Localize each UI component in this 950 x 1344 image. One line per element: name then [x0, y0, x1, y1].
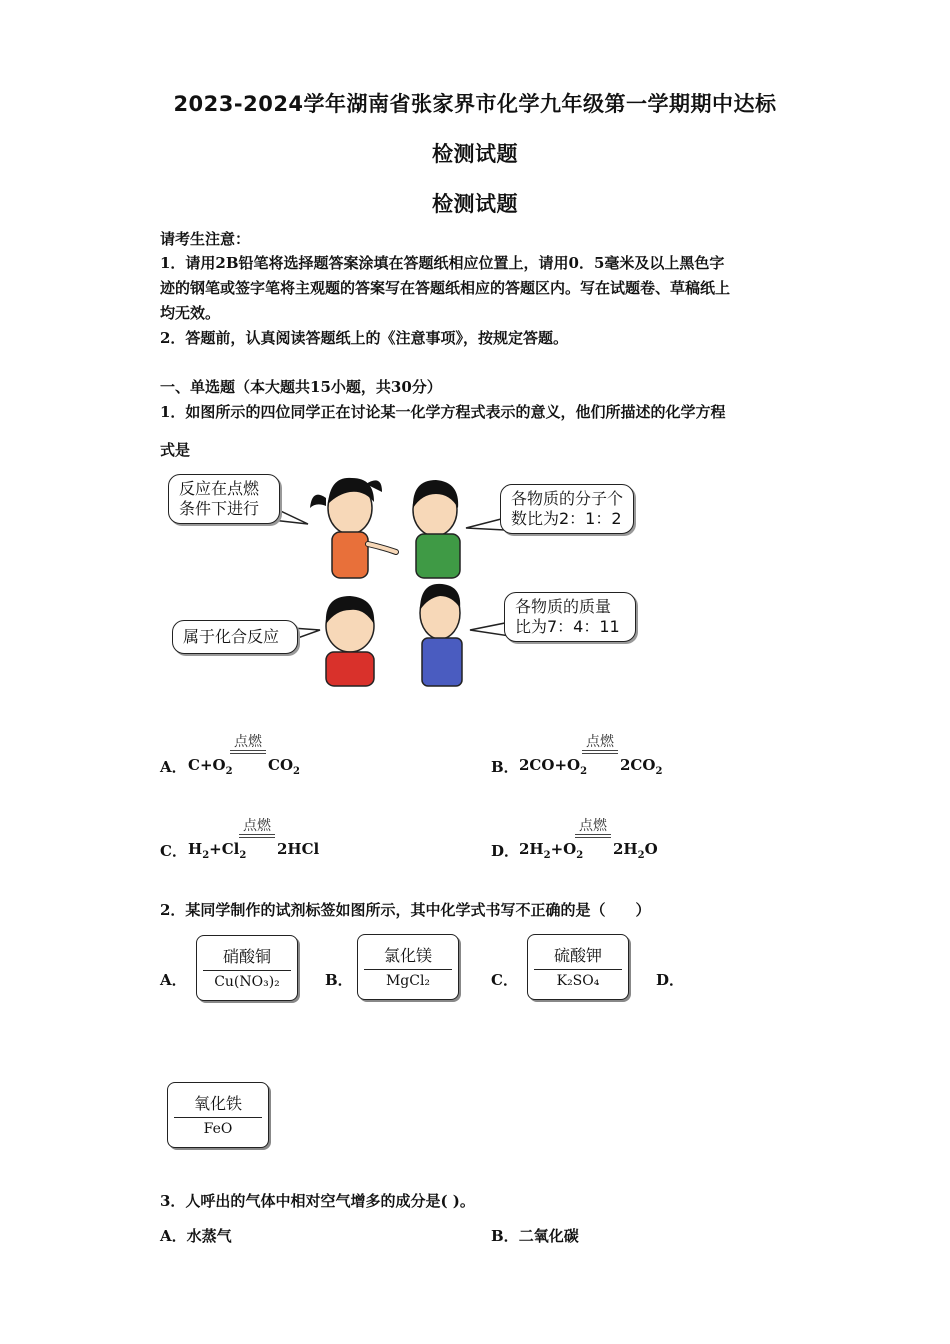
- reagent-label-b: [357, 934, 459, 1000]
- q1-option-d-letter: D．: [491, 842, 520, 860]
- boy-green-figure: [413, 480, 460, 578]
- notice-item1-line1: 1．请用2B铅笔将选择题答案涂填在答题纸相应位置上，请用0．5毫米及以上黑色字: [160, 254, 725, 272]
- q1-stem-line1: 1．如图所示的四位同学正在讨论某一化学方程式表示的意义，他们所描述的化学方程: [160, 403, 726, 421]
- boy-red-figure: [326, 596, 374, 686]
- q1-option-c-condition: 点燃: [243, 818, 271, 834]
- exam-title-line3: 检测试题: [432, 192, 518, 216]
- q3-option-a-letter: A．: [160, 1227, 187, 1245]
- q2-option-a-letter: A．: [160, 971, 187, 989]
- boy-blue-figure: [420, 584, 462, 686]
- exam-title-line1: 2023-2024学年湖南省张家界市化学九年级第一学期期中达标: [173, 92, 777, 116]
- q1-option-d-product: $2H_2O$: [613, 840, 658, 861]
- reagent-label-c-name: 硫酸钾: [553, 946, 602, 965]
- q1-option-b-letter: B．: [491, 758, 519, 776]
- reagent-label-d-name: 氧化铁: [193, 1094, 242, 1113]
- notice-item1-line3: 均无效。: [160, 304, 221, 322]
- reagent-label-d-formula: FeO: [203, 1121, 233, 1137]
- reagent-label-a-formula: Cu(NO₃)₂: [214, 974, 280, 990]
- reagent-label-c-formula: K₂SO₄: [556, 973, 600, 989]
- notice-heading: 请考生注意：: [160, 230, 251, 248]
- q3-option-b-letter: B．: [491, 1227, 519, 1245]
- q1-option-c-product: 2HCl: [277, 840, 320, 858]
- q2-option-b-letter: B．: [325, 971, 353, 989]
- q1-option-a-reactants: $C+O_2$: [188, 756, 233, 777]
- q1-stem-line2: 式是: [160, 441, 191, 459]
- q1-option-a-product: $CO_2$: [268, 756, 300, 777]
- speech-bubble-3: 属于化合反应: [172, 620, 298, 654]
- q1-option-b-equals: [582, 750, 618, 754]
- q2-stem: 2．某同学制作的试剂标签如图所示，其中化学式书写不正确的是（ ）: [160, 901, 651, 919]
- speech-bubble-1: 反应在点燃条件下进行: [168, 474, 280, 524]
- reagent-label-d: [167, 1082, 269, 1148]
- reagent-label-c: [527, 934, 629, 1000]
- girl-figure: [310, 478, 396, 578]
- q3-stem: 3．人呼出的气体中相对空气增多的成分是( )。: [160, 1192, 475, 1210]
- q1-option-c-equals: [239, 834, 275, 838]
- q1-option-b-condition: 点燃: [586, 734, 614, 750]
- q3-option-a-text: 水蒸气: [186, 1227, 232, 1245]
- q1-option-d-condition: 点燃: [579, 818, 607, 834]
- q1-option-a-equals: [230, 750, 266, 754]
- notice-item2: 2．答题前，认真阅读答题纸上的《注意事项》，按规定答题。: [160, 329, 568, 347]
- q1-option-a-letter: A．: [160, 758, 187, 776]
- q1-option-c-reactants: $H_2+Cl_2$: [188, 840, 247, 861]
- q1-option-c-letter: C．: [160, 842, 187, 860]
- reagent-label-b-formula: MgCl₂: [385, 973, 431, 989]
- q3-option-b[interactable]: [491, 1225, 579, 1246]
- speech-bubble-2: 各物质的分子个数比为2：1：2: [500, 484, 634, 534]
- speech-bubble-4: 各物质的质量比为7：4：11: [504, 592, 636, 642]
- q1-option-d-reactants: $2H_2+O_2$: [519, 840, 584, 861]
- notice-item1-line2: 迹的钢笔或签字笔将主观题的答案写在答题纸相应的答题区内。写在试题卷、草稿纸上: [160, 279, 731, 297]
- reagent-label-b-name: 氯化镁: [383, 946, 432, 965]
- exam-title-line2: 检测试题: [432, 142, 518, 166]
- q3-option-a[interactable]: [160, 1225, 232, 1246]
- reagent-label-a-name: 硝酸铜: [222, 947, 271, 966]
- reagent-label-a: [196, 935, 298, 1001]
- section-heading: 一、单选题（本大题共15小题，共30分）: [160, 378, 442, 396]
- q1-option-a-condition: 点燃: [234, 734, 262, 750]
- q3-option-b-text: 二氧化碳: [518, 1227, 579, 1245]
- q1-option-b-reactants: $2CO+O_2$: [519, 756, 588, 777]
- q1-option-b-product: $2CO_2$: [620, 756, 663, 777]
- q2-option-c-letter: C．: [491, 971, 518, 989]
- q1-option-d-equals: [575, 834, 611, 838]
- q2-option-d-letter: D．: [656, 971, 685, 989]
